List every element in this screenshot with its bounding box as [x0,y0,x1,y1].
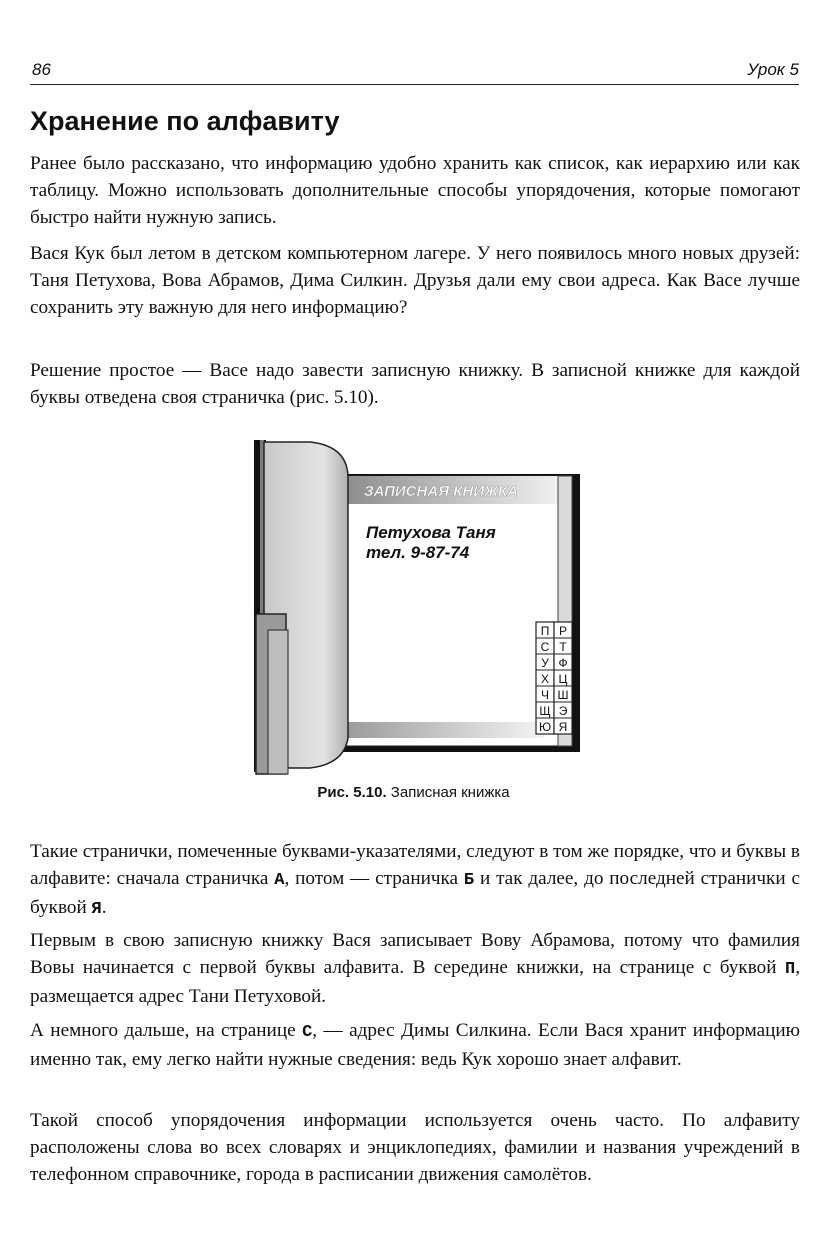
tab-letter: Ю [538,720,552,734]
text-run: . [101,897,107,918]
tab-letter: Х [540,672,550,686]
caption-text: Записная книжка [390,784,510,801]
tab-letter: Щ [539,704,551,718]
running-header [30,58,799,85]
section-title: Хранение по алфавиту [30,106,340,136]
letter-tabs [536,622,572,734]
paragraph-3: Решение простое — Васе надо завести записную книжку. В записной книжке для каждой буквы отведена своя страничка (рис. 5.10). [30,360,800,408]
figure-caption [0,784,827,801]
notebook-drawing [240,438,585,778]
entry-phone: тел. 9-87-74 [366,543,470,562]
text-run: , — адрес Димы Силкина. Если Вася хранит информацию именно так, ему легко найти нужные сведения: ведь Кук хорошо знает алфавит. [30,1020,801,1070]
notebook-illustration [240,438,585,778]
text-run: Первым в свою записную книжку Вася записывает Вову Абрамова, потому что фамилия Вовы начинается с первой буквы алфавита. В середине книжки, на странице с буквой [30,930,800,978]
text-run: Такие странички, помеченные буквами-указателями, следуют в том же порядке, что и буквы в алфавите: сначала страничка [30,841,800,889]
text-run: , размещается адрес Тани Петуховой. [30,957,800,1007]
tab-letter: Ц [558,672,568,686]
letter-a: А [274,871,285,890]
paragraph-6 [30,1017,800,1073]
text-run: и так далее, до последней странички с буквой [30,868,800,918]
tab-letter: Т [559,640,567,654]
tab-letter: Ч [541,688,549,702]
caption-label: Рис. 5.10. [317,784,387,801]
paragraph-1: Ранее было рассказано, что информацию удобно хранить как список, как иерархию или как таблицу. Можно использовать дополнительные способы упорядочения, которые помогают быстро найти нужную запись. [30,153,800,228]
text-run: , потом — страничка [284,868,464,889]
paragraph-4 [30,838,800,923]
notebook-title: ЗАПИСНАЯ КНИЖКА [364,483,519,500]
tab-letter: Э [558,704,568,718]
tab-letter: С [540,640,550,654]
tab-letter: Ф [558,656,568,670]
paragraph-7: Такой способ упорядочения информации используется очень часто. По алфавиту расположены слова во всех словарях и энциклопедиях, фамилии и названия учреждений в телефонном справочнике, города в расписании движения самолётов. [30,1110,800,1185]
entry-name: Петухова Таня [366,523,496,542]
letter-p: П [785,960,796,979]
page-number: 86 [32,60,51,79]
tab-letter: Я [558,720,568,734]
tab-letter: П [540,624,550,638]
letter-ya: Я [91,900,102,919]
paragraph-5 [30,927,800,1010]
letter-s: С [302,1023,313,1042]
tab-letter: У [541,656,549,670]
paragraph-2: Вася Кук был летом в детском компьютерном лагере. У него появилось много новых друзей: Таня Петухова, Вова Абрамов, Дима Силкин. Друзья дали ему свои адреса. Как Васе лучше сохранить эту важную для него информацию? [30,243,800,318]
letter-b: Б [463,871,475,890]
text-run: А немного дальше, на странице [30,1020,303,1041]
chapter-label: Урок 5 [747,60,799,79]
tab-letter: Р [558,624,568,638]
tab-letter: Ш [557,688,569,702]
